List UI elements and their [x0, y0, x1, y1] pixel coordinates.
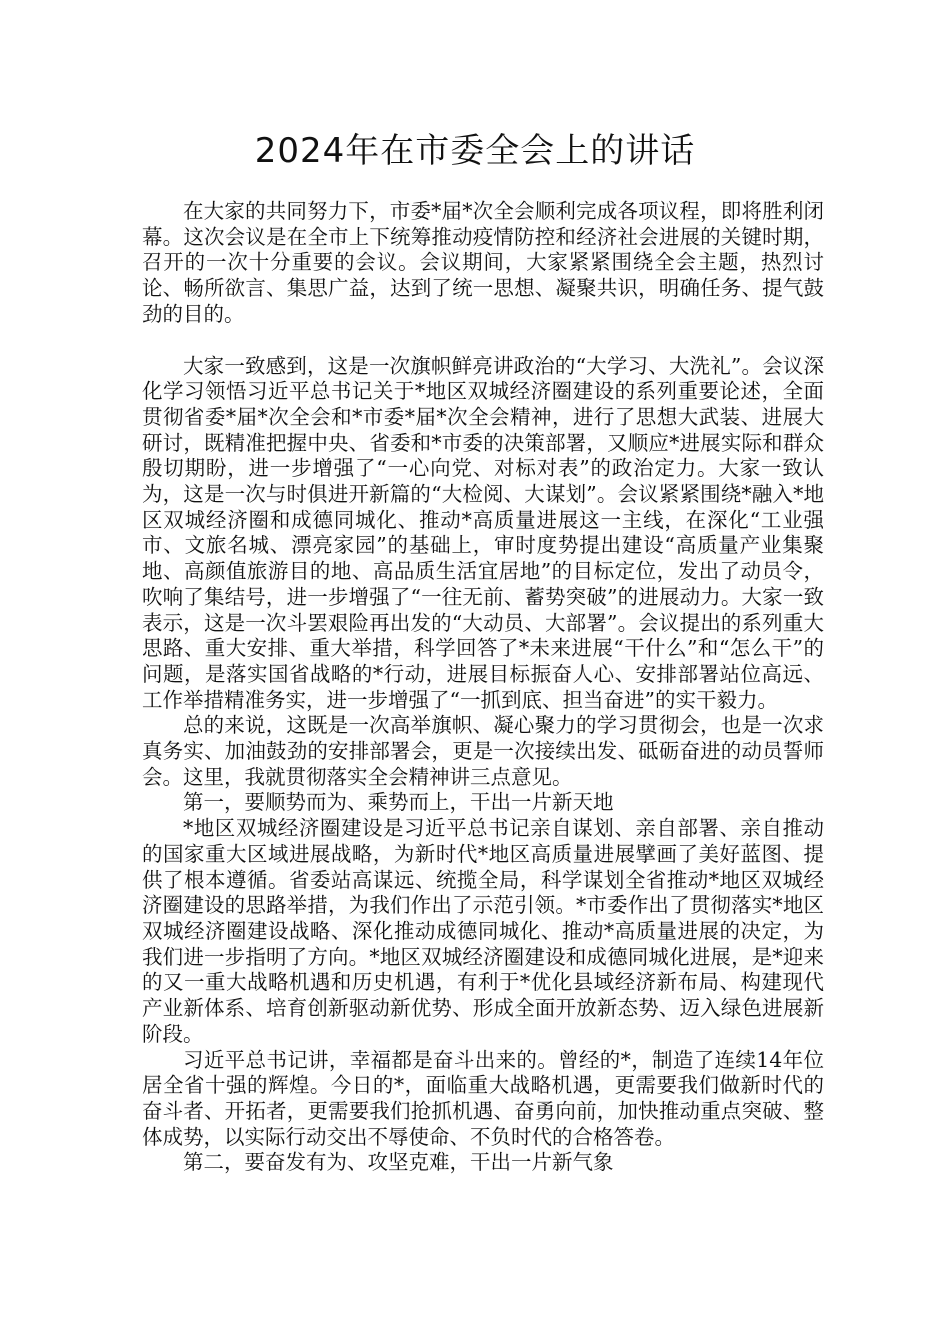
section-heading-second: 第二，要奋发有为、攻坚克难，干出一片新气象 [183, 1150, 614, 1175]
paragraph-summary: 总的来说，这既是一次高举旗帜、凝心聚力的学习贯彻会，也是一次求真务实、加油鼓劲的安排部署会，更是一次接续出发、砥砺奋进的动员誓师会。这里，我就贯彻落实全会精神讲三点意见。 [142, 713, 824, 789]
section-heading-first: 第一，要顺势而为、乘势而上，干出一片新天地 [183, 790, 614, 815]
document-title: 2024年在市委全会上的讲话 [254, 131, 696, 171]
paragraph-struggle: 习近平总书记讲，幸福都是奋斗出来的。曾经的*，制造了连续14年位居全省十强的辉煌。今日的*，面临重大战略机遇，更需要我们做新时代的奋斗者、开拓者，更需要我们抢抓机遇、奋勇向前，加快推动重点突破、整体成势，以实际行动交出不辱使命、不负时代的合格答卷。 [142, 1047, 824, 1149]
paragraph-strategy: *地区双城经济圈建设是习近平总书记亲自谋划、亲自部署、亲自推动的国家重大区域进展战略，为新时代*地区高质量进展擘画了美好蓝图、提供了根本遵循。省委站高谋远、统揽全局，科学谋划全省推动*地区双城经济圈建设的思路举措，为我们作出了示范引领。*市委作出了贯彻落实*地区双城经济圈建设战略、深化推动成德同城化、推动*高质量进展的决定，为我们进一步指明了方向。*地区双城经济圈建设和成德同城化进展，是*迎来的又一重大战略机遇和历史机遇，有利于*优化县域经济新布局、构建现代产业新体系、培育创新驱动新优势、形成全面开放新态势、迈入绿色进展新阶段。 [142, 816, 824, 1046]
paragraph-consensus: 大家一致感到，这是一次旗帜鲜亮讲政治的“大学习、大洗礼”。会议深化学习领悟习近平总书记关于*地区双城经济圈建设的系列重要论述，全面贯彻省委*届*次全会和*市委*届*次全会精神，进行了思想大武装、进展大研讨，既精准把握中央、省委和*市委的决策部署，又顺应*进展实际和群众殷切期盼，进一步增强了“一心向党、对标对表”的政治定力。大家一致认为，这是一次与时俱进开新篇的“大检阅、大谋划”。会议紧紧围绕*融入*地区双城经济圈和成德同城化、推动*高质量进展这一主线，在深化“工业强市、文旅名城、漂亮家园”的基础上，审时度势提出建设“高质量产业集聚地、高颜值旅游目的地、高品质生活宜居地”的目标定位，发出了动员令，吹响了集结号，进一步增强了“一往无前、蓄势突破”的进展动力。大家一致表示，这是一次斗罢艰险再出发的“大动员、大部署”。会议提出的系列重大思路、重大安排、重大举措，科学回答了*未来进展“干什么”和“怎么干”的问题，是落实国省战略的*行动，进展目标振奋人心、安排部署站位高远、工作举措精准务实，进一步增强了“一抓到底、担当奋进”的实干毅力。 [142, 353, 824, 712]
paragraph-opening: 在大家的共同努力下，市委*届*次全会顺利完成各项议程，即将胜利闭幕。这次会议是在全市上下统筹推动疫情防控和经济社会进展的关键时期，召开的一次十分重要的会议。会议期间，大家紧紧围绕全会主题，热烈讨论、畅所欲言、集思广益，达到了统一思想、凝聚共识，明确任务、提气鼓劲的目的。 [142, 199, 824, 326]
document-body [142, 199, 824, 1176]
